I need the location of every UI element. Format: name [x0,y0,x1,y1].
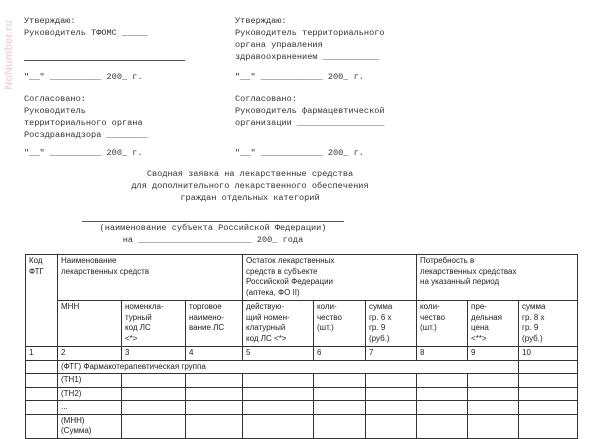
col-number: 10 [519,347,578,361]
sub-header: пре- дельная цена <**> [468,301,519,347]
row-label: ... [58,401,122,415]
left-agreed-who3: Росздравнадзора ________ [24,130,148,140]
col-number: 5 [243,347,314,361]
left-approve-who: Руководитель ТФОМС _____ [24,28,148,38]
sub-header: номенкла- турный код ЛС <*> [122,301,186,347]
table-row [26,374,578,388]
left-agreed: Согласовано: [24,94,86,104]
period-line: на ______________________ 200_ года [122,235,304,245]
col-number: 2 [58,347,122,361]
sub-header: коли- чество (шт.) [417,301,468,347]
row-label: (ТН2) [58,387,122,401]
cell [26,374,58,388]
col-number: 6 [314,347,366,361]
col-number: 8 [417,347,468,361]
sub-header: торговое наимено- вание ЛС [186,301,243,347]
header-code: Код ФТГ [26,255,58,347]
cell [26,401,58,415]
subject-caption: (наименование субъекта Российской Федерации) [99,223,327,233]
request-table [25,254,578,439]
sub-header: сумма гр. 6 х гр. 9 (руб.) [366,301,417,347]
table-row [26,387,578,401]
col-number: 1 [26,347,58,361]
right-agreed: Согласовано: [235,94,297,104]
signature-line [24,60,185,61]
col-number: 4 [186,347,243,361]
left-agreed-who1: Руководитель [24,106,86,116]
doc-title-1: Сводная заявка на лекарственные средства [146,169,354,179]
doc-title-3: граждан отдельных категорий [180,193,320,203]
sub-header: действую- щий номен- клатурный код ЛС <*> [243,301,314,347]
cell [26,360,58,374]
right-approve: Утверждаю: [235,16,287,26]
left-date2: "__" __________ 200_ г. [24,148,143,158]
doc-title-2: для дополнительного лекарственного обеспечения [131,181,369,191]
col-number: 7 [366,347,417,361]
sub-header: коли- чество (шт.) [314,301,366,347]
group-label: (ФТГ) Фармакотерапевтическая группа [58,360,519,374]
sub-header: сумма гр. 8 х гр. 9 (руб.) [519,301,578,347]
table-row [26,414,578,438]
right-date1: "__" ____________ 200_ г. [235,72,364,82]
header-name: Наименование лекарственных средств [58,255,243,301]
col-number: 9 [468,347,519,361]
right-approve-who1: Руководитель территориального [235,28,385,38]
right-approve-who3: здравоохранением ___________ [235,52,380,62]
row-label: (ТН1) [58,374,122,388]
left-approve: Утверждаю: [24,16,76,26]
right-agreed-who2: организации _________________ [235,118,385,128]
left-date1: "__" __________ 200_ г. [24,72,143,82]
number-row [26,347,578,361]
row-label: (МНН) (Сумма) [58,414,122,438]
cell [26,414,58,438]
header-need: Потребность в лекарственных средствах на указанный период [417,255,578,301]
left-agreed-who2: территориального органа [24,118,143,128]
right-date2: "__" ____________ 200_ г. [235,148,364,158]
header-rest: Остаток лекарственных средств в субъекте Российской Федерации (аптека, ФО II) [243,255,417,301]
group-row [26,360,578,374]
col-number: 3 [122,347,186,361]
sub-header: МНН [58,301,122,347]
cell [519,360,578,374]
right-approve-who2: органа управления [235,40,323,50]
right-agreed-who1: Руководитель фармацевтической [235,106,385,116]
cell [26,387,58,401]
watermark: NoNumber.ru [3,20,15,90]
table-row [26,401,578,415]
